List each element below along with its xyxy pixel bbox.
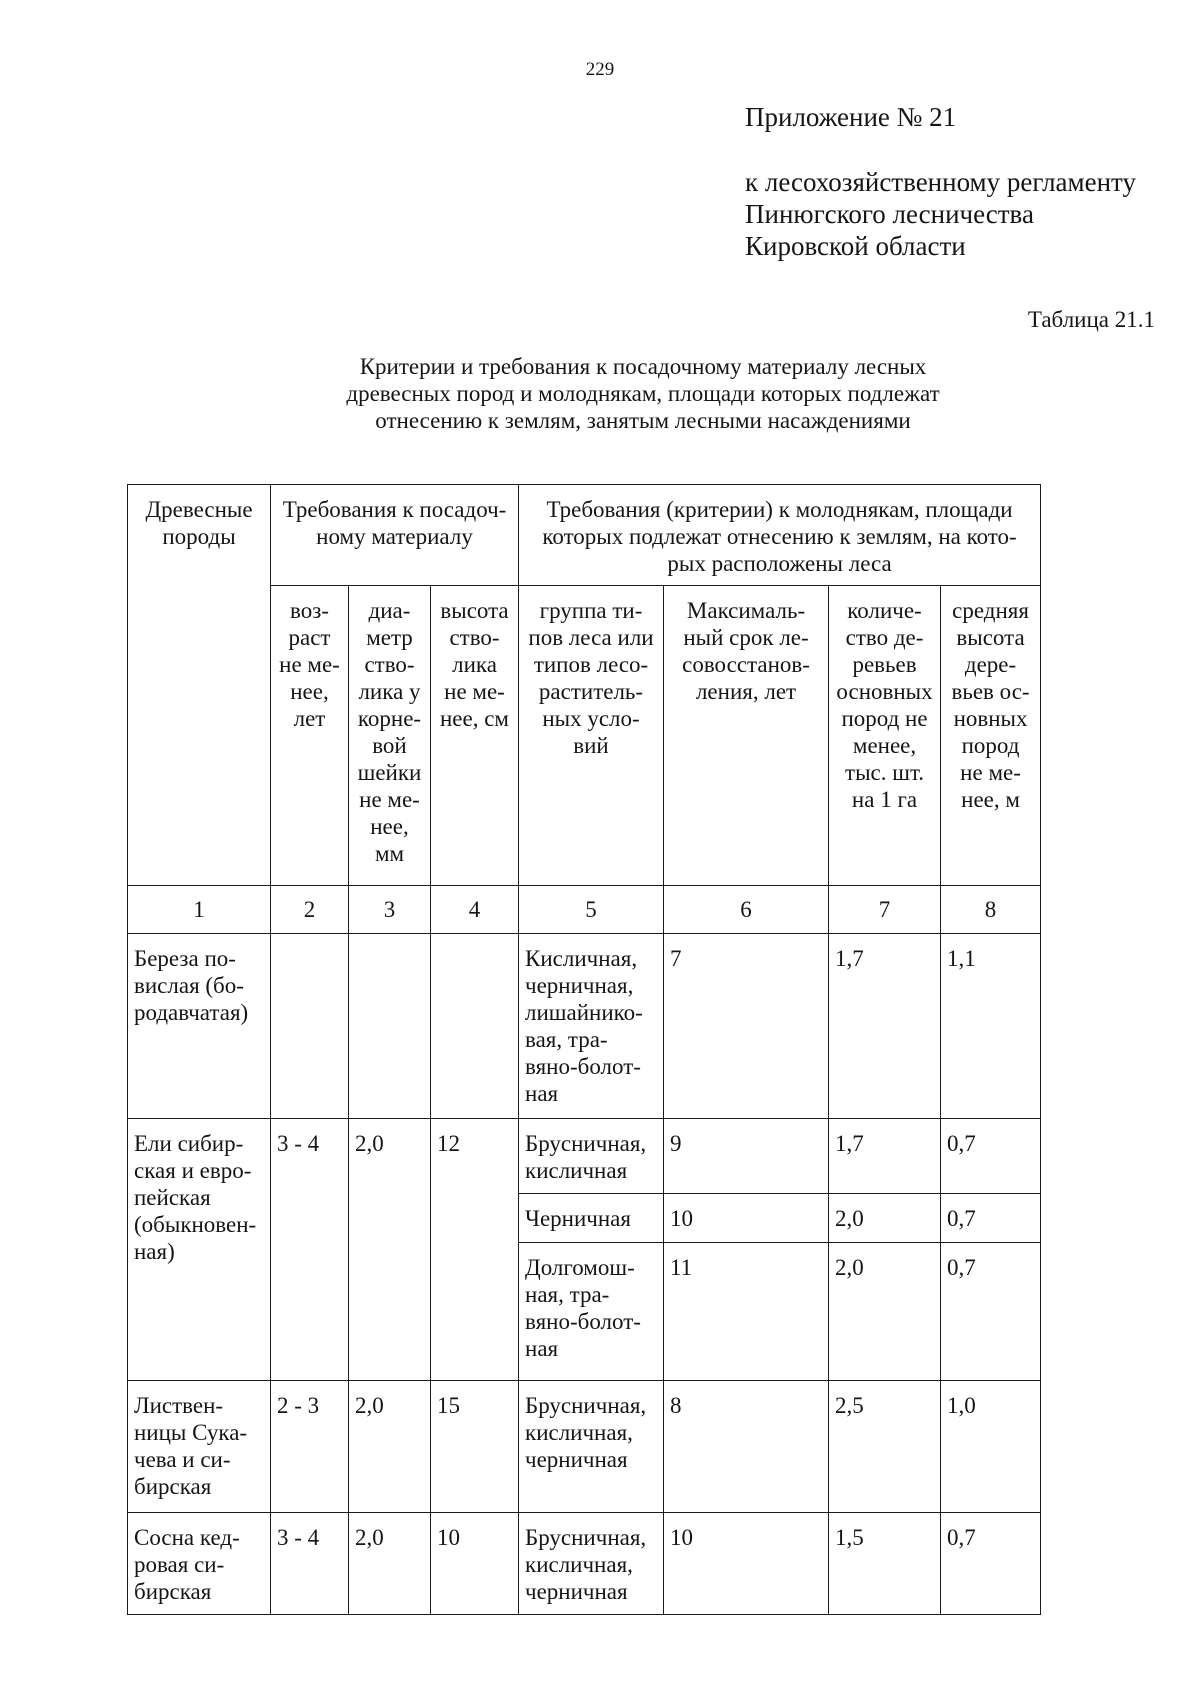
cell-species: Листвен- ницы Сука- чева и си- бирская: [128, 1381, 271, 1513]
cell-avg-height: 0,7: [941, 1513, 1041, 1615]
cell-tree-count: 2,0: [829, 1243, 941, 1381]
cell-diameter: [349, 934, 431, 1119]
cell-diameter: 2,0: [349, 1513, 431, 1615]
cell-max-period: 8: [664, 1381, 829, 1513]
appendix-subtitle-line: Кировской области: [745, 231, 966, 261]
column-number: 6: [664, 886, 829, 934]
cell-height: [431, 934, 519, 1119]
header-age: воз- раст не ме- нее, лет: [271, 586, 349, 886]
table-row: [128, 1381, 1041, 1513]
appendix-block: [745, 101, 1175, 262]
cell-species: Береза по- вислая (бо- родавчатая): [128, 934, 271, 1119]
header-diameter: диа- метр ство- лика у корне- вой шейки не ме- нее, мм: [349, 586, 431, 886]
page-number: 229: [585, 59, 615, 80]
cell-tree-count: 1,7: [829, 934, 941, 1119]
cell-forest-type: Черничная: [519, 1194, 664, 1243]
column-number: 3: [349, 886, 431, 934]
column-number: 1: [128, 886, 271, 934]
header-planting-material: Требования к посадоч- ному материалу: [271, 485, 519, 586]
column-numbers-row: [128, 886, 1041, 934]
cell-species: Ели сибир- ская и евро- пейская (обыкновен- ная): [128, 1119, 271, 1381]
cell-diameter: 2,0: [349, 1119, 431, 1381]
cell-height: 12: [431, 1119, 519, 1381]
appendix-subtitle-line: Пинюгского лесничества: [745, 199, 1034, 229]
cell-avg-height: 1,1: [941, 934, 1041, 1119]
header-forest-type: группа ти- пов леса или типов лесо- раститель- ных усло- вий: [519, 586, 664, 886]
cell-max-period: 10: [664, 1513, 829, 1615]
header-young-stands: Требования (критерии) к молоднякам, площади которых подлежат отнесению к землям, на кото- рых расположены леса: [519, 485, 1041, 586]
header-height: высота ство- лика не ме- нее, см: [431, 586, 519, 886]
cell-avg-height: 1,0: [941, 1381, 1041, 1513]
appendix-subtitle: [745, 166, 1175, 262]
cell-age: [271, 934, 349, 1119]
cell-max-period: 9: [664, 1119, 829, 1194]
column-number: 2: [271, 886, 349, 934]
cell-tree-count: 1,5: [829, 1513, 941, 1615]
cell-forest-type: Долгомош- ная, тра- вяно-болот- ная: [519, 1243, 664, 1381]
cell-tree-count: 1,7: [829, 1119, 941, 1194]
table-row: [128, 1513, 1041, 1615]
cell-tree-count: 2,5: [829, 1381, 941, 1513]
column-number: 4: [431, 886, 519, 934]
cell-height: 10: [431, 1513, 519, 1615]
header-max-period: Максималь- ный срок ле- совосстанов- ления, лет: [664, 586, 829, 886]
cell-forest-type: Брусничная, кисличная, черничная: [519, 1381, 664, 1513]
column-number: 8: [941, 886, 1041, 934]
cell-max-period: 7: [664, 934, 829, 1119]
table-row: [128, 1119, 1041, 1194]
cell-age: 3 - 4: [271, 1119, 349, 1381]
header-avg-height: средняя высота дере- вьев ос- новных пород не ме- нее, м: [941, 586, 1041, 886]
cell-forest-type: Брусничная, кисличная: [519, 1119, 664, 1194]
header-tree-count: количе- ство де- ревьев основных пород не менее, тыс. шт. на 1 га: [829, 586, 941, 886]
table-title-line: древесных пород и молоднякам, площади которых подлежат: [346, 381, 940, 406]
cell-height: 15: [431, 1381, 519, 1513]
table-title-line: отнесению к землям, занятым лесными насаждениями: [375, 408, 911, 433]
column-number: 5: [519, 886, 664, 934]
header-row-groups: [128, 485, 1041, 586]
appendix-title: Приложение № 21: [745, 102, 957, 132]
column-number: 7: [829, 886, 941, 934]
cell-max-period: 10: [664, 1194, 829, 1243]
cell-age: 2 - 3: [271, 1381, 349, 1513]
cell-forest-type: Кисличная, черничная, лишайнико- вая, тра- вяно-болот- ная: [519, 934, 664, 1119]
table-row: [128, 934, 1041, 1119]
cell-forest-type: Брусничная, кисличная, черничная: [519, 1513, 664, 1615]
cell-diameter: 2,0: [349, 1381, 431, 1513]
cell-age: 3 - 4: [271, 1513, 349, 1615]
cell-avg-height: 0,7: [941, 1119, 1041, 1194]
header-species: Древесные породы: [128, 485, 271, 886]
table-title-line: Критерии и требования к посадочному материалу лесных: [359, 354, 927, 379]
appendix-subtitle-line: к лесохозяйственному регламенту: [745, 167, 1136, 197]
cell-tree-count: 2,0: [829, 1194, 941, 1243]
cell-avg-height: 0,7: [941, 1243, 1041, 1381]
table-title: [300, 353, 986, 434]
criteria-table: [127, 484, 1041, 1615]
cell-max-period: 11: [664, 1243, 829, 1381]
cell-avg-height: 0,7: [941, 1194, 1041, 1243]
table-label: Таблица 21.1: [1027, 307, 1155, 332]
cell-species: Сосна кед- ровая си- бирская: [128, 1513, 271, 1615]
